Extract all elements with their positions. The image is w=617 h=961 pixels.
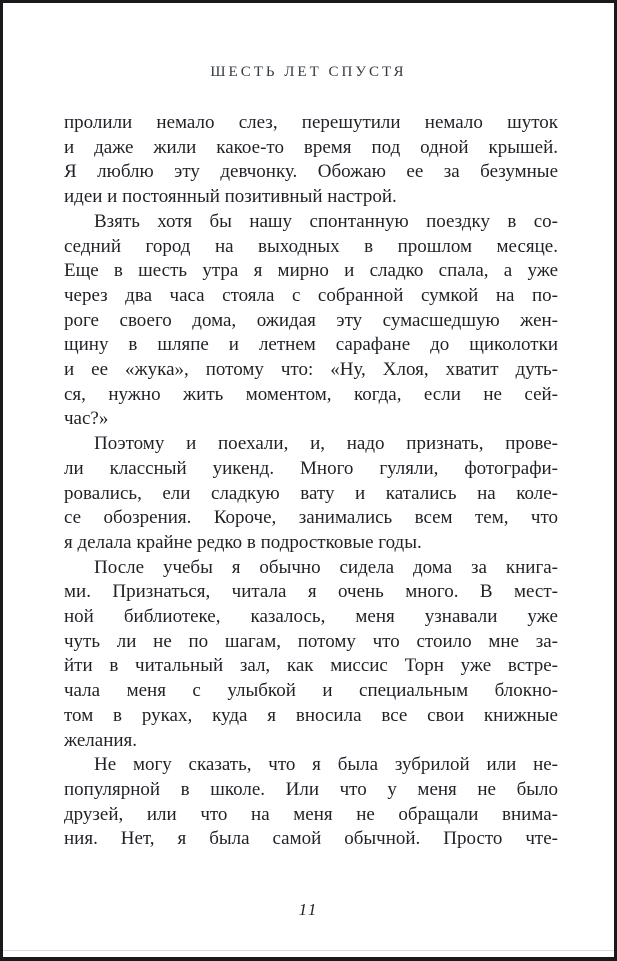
text-line: Я люблю эту девчонку. Обожаю ее за безумные bbox=[64, 161, 558, 183]
text-line: Еще в шесть утра я мирно и сладко спала, а уже bbox=[64, 260, 558, 282]
text-line: ся, нужно жить моментом, когда, если не сей- bbox=[64, 383, 558, 405]
page-bottom-edge-line bbox=[3, 950, 614, 951]
text-line: том в руках, куда я вносила все свои книжные bbox=[64, 704, 558, 726]
text-line: се обозрения. Короче, занимались всем тем, что bbox=[64, 507, 558, 529]
running-head: ШЕСТЬ ЛЕТ СПУСТЯ bbox=[210, 64, 407, 80]
text-line: После учебы я обычно сидела дома за книга- bbox=[94, 556, 558, 578]
text-line: седний город на выходных в прошлом месяце. bbox=[64, 235, 558, 257]
text-line: Взять хотя бы нашу спонтанную поездку в со- bbox=[94, 210, 558, 232]
text-line: друзей, или что на меня не обращали внима- bbox=[64, 803, 558, 825]
text-line: ли классный уикенд. Много гуляли, фотографи- bbox=[64, 457, 558, 479]
text-line: йти в читальный зал, как миссис Торн уже встре- bbox=[64, 655, 558, 677]
text-line: я делала крайне редко в подростковые годы. bbox=[64, 531, 422, 553]
text-line: ния. Нет, я была самой обычной. Просто чте- bbox=[64, 828, 558, 850]
text-line: час?» bbox=[64, 408, 109, 430]
text-line: роге своего дома, ожидая эту сумасшедшую жен- bbox=[64, 309, 558, 331]
paragraph bbox=[64, 556, 558, 754]
body-text bbox=[64, 111, 558, 852]
text-line: и ее «жука», потому что: «Ну, Хлоя, хватит дуть- bbox=[64, 359, 558, 381]
text-line: Не могу сказать, что я была зубрилой или не- bbox=[94, 754, 558, 776]
text-line: чуть ли не по шагам, потому что стоило мне за- bbox=[64, 630, 558, 652]
paragraph bbox=[64, 753, 558, 852]
text-line: популярной в школе. Или что у меня не было bbox=[64, 778, 558, 800]
paragraph bbox=[64, 432, 558, 556]
text-line: Поэтому и поехали, и, надо признать, прове- bbox=[94, 433, 558, 455]
text-line: щину в шляпе и летнем сарафане до щиколотки bbox=[64, 334, 558, 356]
text-line: пролили немало слез, перешутили немало шуток bbox=[64, 112, 558, 133]
text-line: ровались, ели сладкую вату и катались на коле- bbox=[64, 482, 558, 504]
text-line: желания. bbox=[64, 729, 138, 751]
paragraph bbox=[64, 210, 558, 432]
text-line: через два часа стояла с собранной сумкой на по- bbox=[64, 284, 558, 306]
text-line: и даже жили какое-то время под одной крышей. bbox=[64, 136, 558, 158]
text-line: ной библиотеке, казалось, меня узнавали уже bbox=[64, 606, 558, 628]
page-number: 11 bbox=[298, 900, 319, 919]
paragraph bbox=[64, 111, 558, 210]
text-line: чала меня с улыбкой и специальным блокно- bbox=[64, 680, 558, 702]
text-line: идеи и постоянный позитивный настрой. bbox=[64, 186, 397, 208]
text-line: ми. Признаться, читала я очень много. В мест- bbox=[64, 581, 558, 603]
